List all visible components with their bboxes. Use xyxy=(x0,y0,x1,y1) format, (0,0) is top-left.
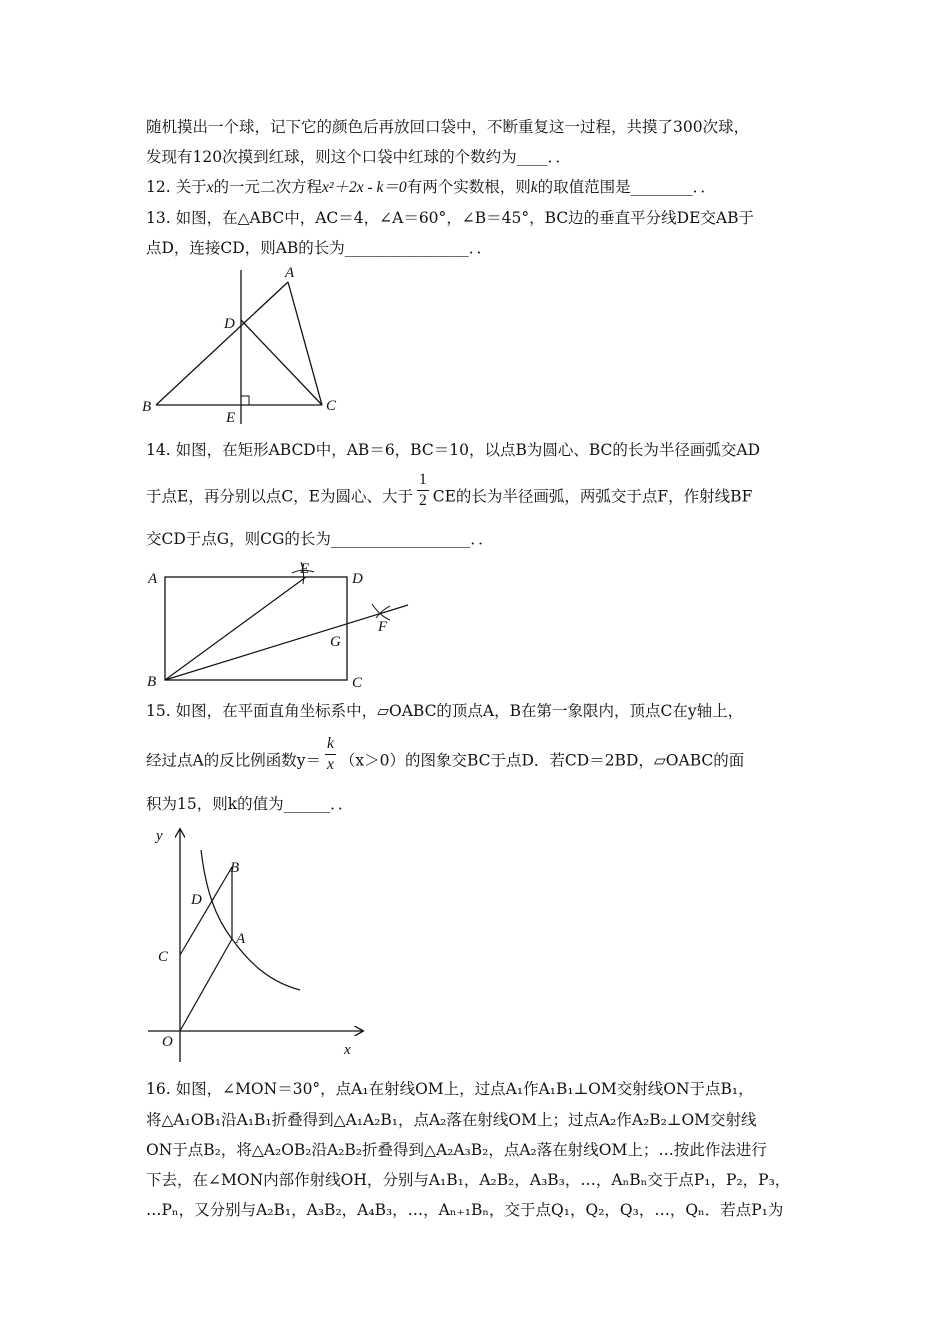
label-y: y xyxy=(156,828,163,844)
label-A: A xyxy=(236,931,246,947)
q12-text: 的一元二次方程 xyxy=(213,178,322,196)
question-15-line3: 积为15，则k的值为______．． xyxy=(146,795,354,813)
label-A: A xyxy=(285,265,295,281)
label-C: C xyxy=(158,949,169,965)
fraction-denominator: x xyxy=(326,756,334,773)
label-C: C xyxy=(326,398,337,414)
q15-text: 经过点A的反比例函数y＝ xyxy=(146,751,321,770)
fraction-numerator: 1 xyxy=(417,470,429,491)
label-D: D xyxy=(352,571,363,587)
fraction-numerator: k xyxy=(325,734,336,755)
right-angle-mark xyxy=(241,396,249,405)
segment-BE xyxy=(165,577,306,680)
q14-text: 于点E，再分别以点C，E为圆心、大于 xyxy=(146,487,413,506)
question-16-line3: ON于点B₂，将△A₂OB₂沿A₂B₂折叠得到△A₂A₃B₂，点A₂落在射线OM上；…按此作法进行 xyxy=(146,1141,767,1159)
question-13-line2: 点D，连接CD，则AB的长为________________．． xyxy=(146,239,493,257)
question-12 xyxy=(146,177,716,198)
label-B: B xyxy=(142,399,152,415)
fraction-k-over-x xyxy=(325,734,336,775)
segment-OA xyxy=(180,939,232,1031)
question-14-line1: 14. 如图，在矩形ABCD中，AB＝6，BC＝10，以点B为圆心、BC的长为半径画弧交AD xyxy=(146,441,760,459)
figure-13-triangle xyxy=(140,262,350,432)
q12-text: 的取值范围是________．． xyxy=(537,178,716,196)
q12-text: 有两个实数根，则 xyxy=(406,178,531,196)
q12-var: k xyxy=(530,179,538,196)
hyperbola-curve xyxy=(201,850,300,990)
question-16-line5: …Pₙ，又分别与A₂B₁，A₃B₂，A₄B₃，…，Aₙ₊₁Bₙ，交于点Q₁，Q₂，Q₃，…，Qₙ．若点P₁为 xyxy=(146,1201,784,1219)
q14-text: CE的长为半径画弧，两弧交于点F，作射线BF xyxy=(432,487,753,506)
text-line: 发现有120次摸到红球，则这个口袋中红球的个数约为____．． xyxy=(146,148,571,166)
q12-text: 12. 关于 xyxy=(146,178,207,196)
question-15-line2 xyxy=(146,735,745,775)
question-14-line2 xyxy=(146,471,753,511)
question-14-line3: 交CD于点G，则CG的长为__________________．． xyxy=(146,530,494,548)
label-F: F xyxy=(378,619,388,635)
segment-BA xyxy=(156,282,288,405)
q12-equation: x²＋2x - k＝0 xyxy=(321,179,407,196)
rectangle-ABCD xyxy=(165,577,347,680)
q12-var: x xyxy=(206,179,214,196)
fraction-one-half xyxy=(417,470,429,511)
q15-text: （x＞0）的图象交BC于点D．若CD＝2BD，▱OABC的面 xyxy=(339,751,745,770)
question-13-line1: 13. 如图，在△ABC中，AC＝4，∠A＝60°，∠B＝45°，BC边的垂直平分线DE交AB于 xyxy=(146,209,755,227)
label-B: B xyxy=(230,860,240,876)
fraction-denominator: 2 xyxy=(419,492,427,509)
question-16-line2: 将△A₁OB₁沿A₁B₁折叠得到△A₁A₂B₁，点A₂落在射线OM上；过点A₂作A₂B₂⊥OM交射线 xyxy=(146,1111,757,1129)
label-O: O xyxy=(162,1034,173,1050)
ray-BF xyxy=(165,605,408,680)
label-D: D xyxy=(224,316,235,332)
question-15-line1: 15. 如图，在平面直角坐标系中，▱OABC的顶点A，B在第一象限内，顶点C在y轴上， xyxy=(146,702,744,720)
figure-15-coordinate-plane xyxy=(140,822,380,1072)
figure-14-rectangle xyxy=(140,558,415,693)
label-B: B xyxy=(147,674,157,690)
label-D: D xyxy=(191,892,202,908)
label-C: C xyxy=(352,675,363,691)
label-E: E xyxy=(300,561,310,577)
label-x: x xyxy=(344,1042,351,1058)
label-A: A xyxy=(148,571,158,587)
label-G: G xyxy=(330,634,341,650)
question-16-line4: 下去，在∠MON内部作射线OH，分别与A₁B₁，A₂B₂，A₃B₃，…，AₙBₙ交于点P₁，P₂，P₃， xyxy=(146,1171,791,1189)
question-16-line1: 16. 如图，∠MON＝30°，点A₁在射线OM上，过点A₁作A₁B₁⊥OM交射线ON于点B₁， xyxy=(146,1080,754,1098)
label-E: E xyxy=(226,410,236,426)
text-line: 随机摸出一个球，记下它的颜色后再放回口袋中，不断重复这一过程，共摸了300次球， xyxy=(146,118,750,136)
